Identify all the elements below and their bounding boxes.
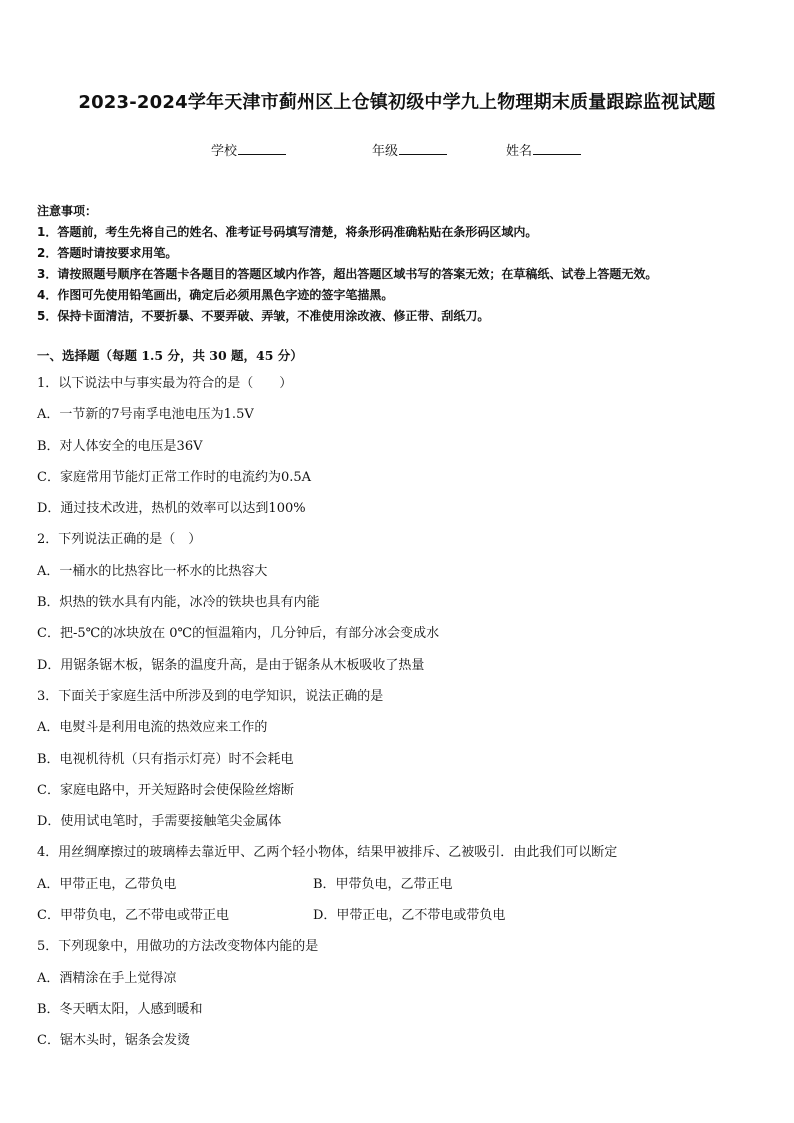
- answer-option[interactable]: C．家庭电路中，开关短路时会使保险丝熔断: [37, 782, 294, 798]
- answer-option[interactable]: A．甲带正电，乙带负电: [37, 876, 177, 892]
- answer-option[interactable]: A．一节新的7号南孚电池电压为1.5V: [37, 407, 254, 423]
- note-item: 3．请按照题号顺序在答题卡各题目的答题区域内作答，超出答题区域书写的答案无效；在草稿纸、试卷上答题无效。: [37, 267, 658, 281]
- answer-option[interactable]: C．甲带负电，乙不带电或带正电: [37, 908, 229, 924]
- question-stem: 4．用丝绸摩擦过的玻璃棒去靠近甲、乙两个轻小物体，结果甲被排斥、乙被吸引．由此我们可以断定: [37, 845, 618, 861]
- answer-option[interactable]: B．电视机待机（只有指示灯亮）时不会耗电: [37, 751, 294, 767]
- note-item: 1．答题前，考生先将自己的姓名、准考证号码填写清楚，将条形码准确粘贴在条形码区域内。: [37, 225, 538, 239]
- school-label: 学校: [211, 144, 238, 159]
- grade-label: 年级: [372, 144, 399, 159]
- answer-option[interactable]: C．把-5℃的冰块放在 0℃的恒温箱内，几分钟后，有部分冰会变成水: [37, 626, 440, 642]
- grade-field[interactable]: [372, 140, 447, 159]
- note-item: 2．答题时请按要求用笔。: [37, 246, 178, 260]
- question-stem: 5．下列现象中，用做功的方法改变物体内能的是: [37, 939, 319, 955]
- question-stem: 1．以下说法中与事实最为符合的是（ ）: [37, 376, 293, 391]
- grade-blank[interactable]: [399, 142, 447, 155]
- answer-option[interactable]: A．一桶水的比热容比一杯水的比热容大: [37, 563, 268, 579]
- note-item: 4．作图可先使用铅笔画出，确定后必须用黑色字迹的签字笔描黑。: [37, 288, 394, 302]
- answer-option[interactable]: A．酒精涂在手上觉得凉: [37, 970, 177, 986]
- answer-option[interactable]: B．冬天晒太阳，人感到暖和: [37, 1001, 203, 1017]
- section-heading: 一、选择题（每题 1.5 分，共 30 题，45 分）: [37, 348, 303, 363]
- answer-option[interactable]: B．炽热的铁水具有内能，冰冷的铁块也具有内能: [37, 595, 320, 611]
- answer-option[interactable]: A．电熨斗是利用电流的热效应来工作的: [37, 720, 268, 736]
- option-row: [37, 869, 777, 900]
- question-stem: 2．下列说法正确的是（ ）: [37, 532, 202, 548]
- name-field[interactable]: [506, 140, 581, 159]
- option-row: [37, 900, 777, 931]
- answer-option[interactable]: B．对人体安全的电压是36V: [37, 438, 203, 454]
- answer-option[interactable]: D．甲带正电，乙不带电或带负电: [313, 908, 506, 924]
- answer-option[interactable]: C．锯木头时，锯条会发烫: [37, 1033, 190, 1049]
- note-item: 5．保持卡面清洁，不要折暴、不要弄破、弄皱，不准使用涂改液、修正带、刮纸刀。: [37, 309, 490, 323]
- answer-option[interactable]: B．甲带负电，乙带正电: [313, 876, 453, 892]
- answer-option[interactable]: C．家庭常用节能灯正常工作时的电流约为0.5A: [37, 469, 312, 485]
- student-info-fields: [0, 140, 794, 160]
- school-field[interactable]: [211, 140, 286, 159]
- page-title: 2023-2024学年天津市蓟州区上仓镇初级中学九上物理期末质量跟踪监视试题: [78, 92, 716, 113]
- school-blank[interactable]: [238, 142, 286, 155]
- notes-heading: 注意事项：: [37, 204, 98, 218]
- name-label: 姓名: [506, 144, 533, 159]
- answer-option[interactable]: D．使用试电笔时，手需要接触笔尖金属体: [37, 814, 282, 830]
- answer-option[interactable]: D．通过技术改进，热机的效率可以达到100%: [37, 501, 306, 517]
- question-stem: 3．下面关于家庭生活中所涉及到的电学知识，说法正确的是: [37, 688, 384, 704]
- name-blank[interactable]: [533, 142, 581, 155]
- answer-option[interactable]: D．用锯条锯木板，锯条的温度升高，是由于锯条从木板吸收了热量: [37, 657, 425, 673]
- question-list: [37, 368, 777, 1057]
- notes-block: [37, 201, 777, 327]
